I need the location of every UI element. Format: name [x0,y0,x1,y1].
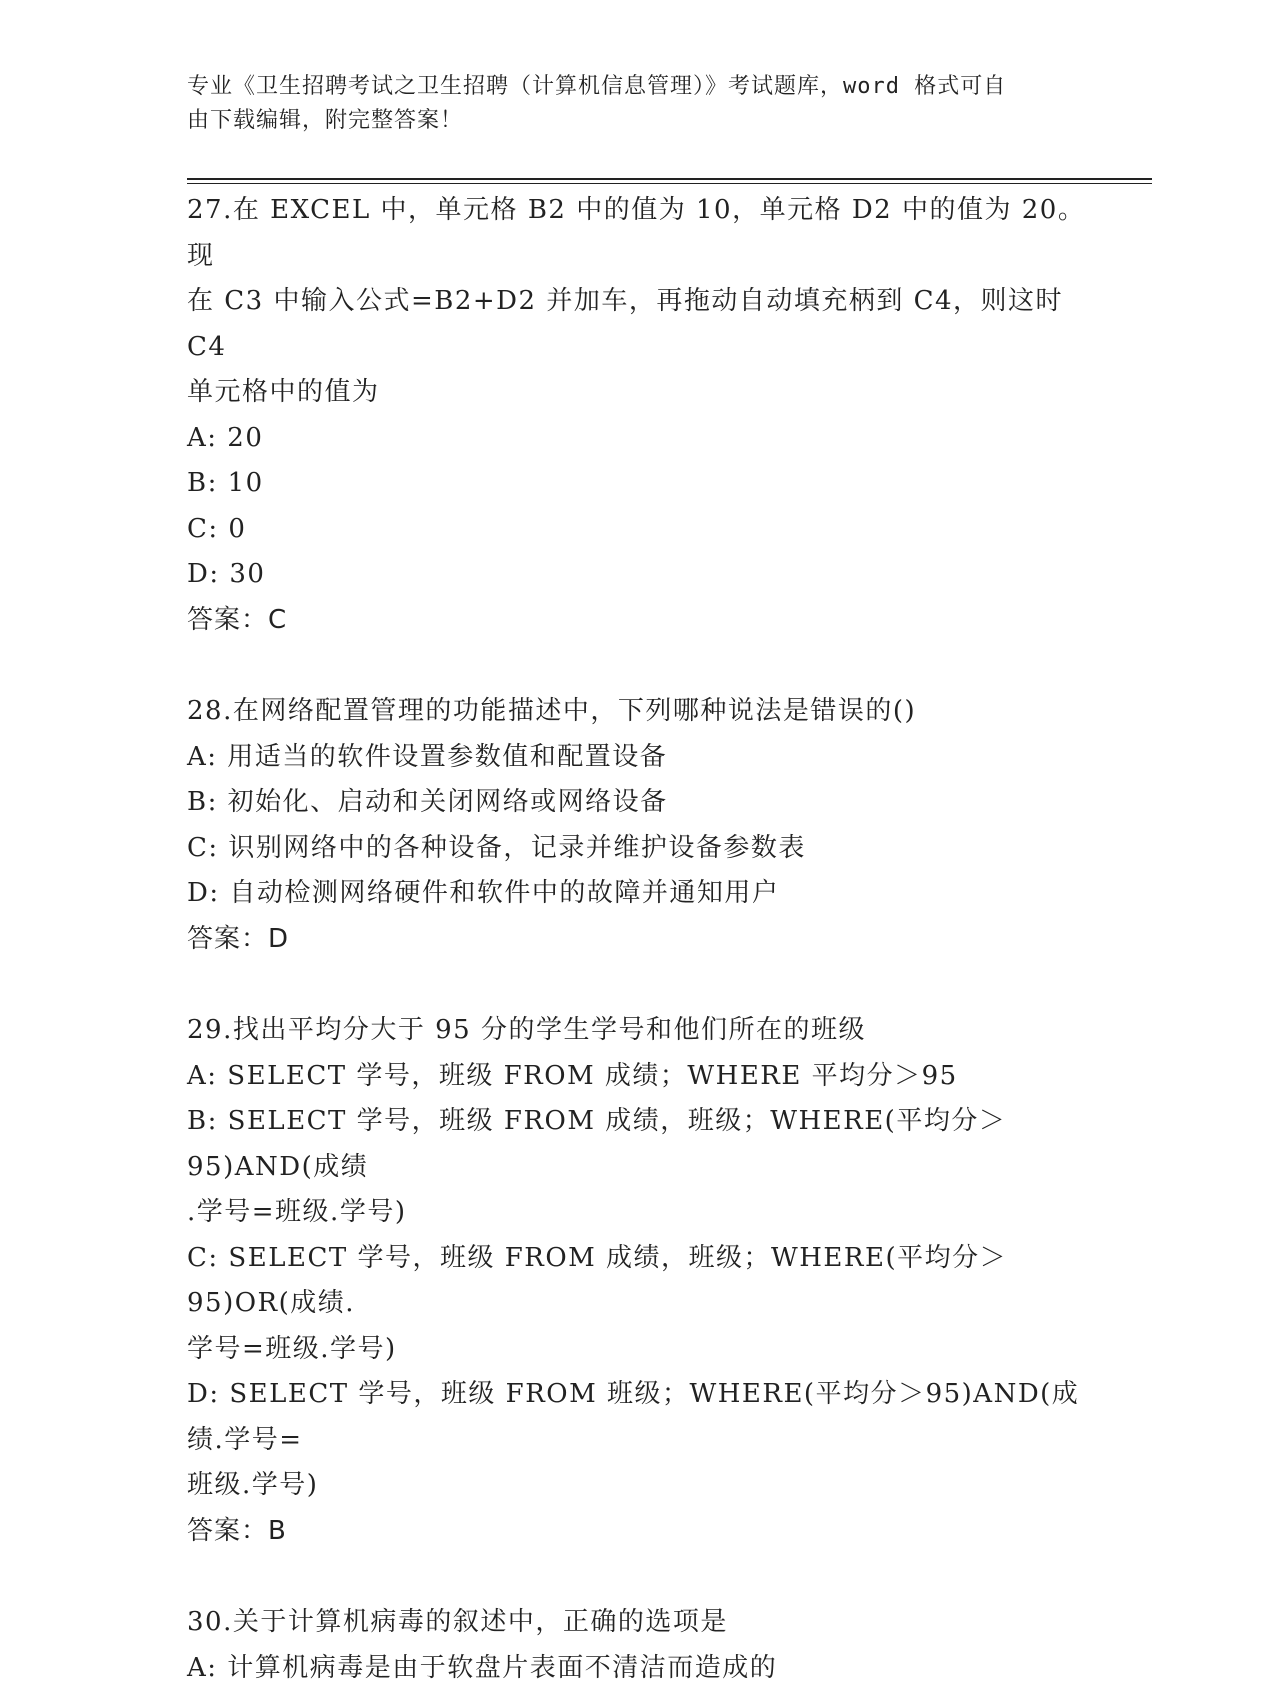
option-line: C: 0 [187,507,1087,553]
header-line-1: 专业《卫生招聘考试之卫生招聘（计算机信息管理）》考试题库，word 格式可自 [187,70,1067,104]
header-divider-thick [187,178,1152,180]
question-stem-line: 29.找出平均分大于 95 分的学生学号和他们所在的班级 [187,1008,1087,1054]
option-line: A: 计算机病毒是由于软盘片表面不清洁而造成的 [187,1646,1087,1691]
option-line: A: 20 [187,416,1087,462]
question-stem-line: 28.在网络配置管理的功能描述中，下列哪种说法是错误的() [187,689,1087,735]
question-stem-line: 27.在 EXCEL 中，单元格 B2 中的值为 10，单元格 D2 中的值为 20。现 [187,188,1087,279]
question-block [187,188,1087,643]
option-line: 班级.学号) [187,1463,1087,1509]
answer-line: 答案：B [187,1509,1087,1555]
option-line: A: 用适当的软件设置参数值和配置设备 [187,735,1087,781]
option-line: D: 自动检测网络硬件和软件中的故障并通知用户 [187,871,1087,917]
option-line: C: 识别网络中的各种设备，记录并维护设备参数表 [187,826,1087,872]
header-line-2: 由下载编辑，附完整答案！ [187,104,1067,138]
question-block [187,689,1087,962]
header-divider-thin [187,183,1152,184]
question-stem-line: 30.关于计算机病毒的叙述中，正确的选项是 [187,1600,1087,1646]
option-line: B: SELECT 学号，班级 FROM 成绩，班级；WHERE(平均分＞95)AND(成绩 [187,1099,1087,1190]
document-header [187,70,1067,138]
question-stem-line: 在 C3 中输入公式=B2+D2 并加车，再拖动自动填充柄到 C4，则这时 C4 [187,279,1087,370]
option-line: A: SELECT 学号，班级 FROM 成绩；WHERE 平均分＞95 [187,1054,1087,1100]
option-line: 学号=班级.学号) [187,1327,1087,1373]
option-line: .学号=班级.学号) [187,1190,1087,1236]
question-list [187,188,1087,1691]
question-block [187,1008,1087,1554]
option-line: D: SELECT 学号，班级 FROM 班级；WHERE(平均分＞95)AND(成绩.学号= [187,1372,1087,1463]
answer-line: 答案：C [187,598,1087,644]
option-line: C: SELECT 学号，班级 FROM 成绩，班级；WHERE(平均分＞95)OR(成绩. [187,1236,1087,1327]
option-line: B: 10 [187,461,1087,507]
answer-line: 答案：D [187,917,1087,963]
option-line: B: 初始化、启动和关闭网络或网络设备 [187,780,1087,826]
question-stem-line: 单元格中的值为 [187,370,1087,416]
option-line: D: 30 [187,552,1087,598]
question-block [187,1600,1087,1691]
